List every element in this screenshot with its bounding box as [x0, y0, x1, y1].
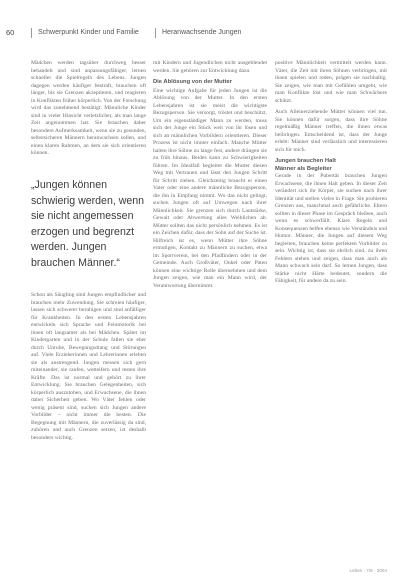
page-footer: Leben · 7/8 · 2004 — [349, 568, 387, 573]
section-title: Schwerpunkt Kinder und Familie — [38, 29, 139, 36]
column-1-intro — [31, 60, 146, 165]
header-divider — [155, 28, 156, 38]
section-heading: Die Ablösung von der Mutter — [153, 79, 233, 85]
body-paragraph: Auch Alleinerziehende Mütter können viel tun. Sie können dafür sorgen, dass ihre Söhne regelmäßig Männer treffen, die ihnen etwas beibringen. Entscheidend ist, dass der Junge erlebt: Männer sind verlässlich und interessieren sich für mich. — [275, 109, 387, 153]
column-2 — [153, 60, 267, 565]
pull-quote: „Jungen können schwierig werden, wenn sie nicht angemessen erzogen und begrenzt werden. Jungen brauchen Männer.“ — [31, 179, 145, 269]
body-paragraph: mit Kindern und Jugendlichen nicht ausgeblendet werden. Sie gehören zur Entwicklung dazu. — [153, 60, 267, 74]
body-paragraph: positive Männlichkeit vermittelt werden kann. Väter, die Zeit mit ihren Söhnen verbringen, mit ihnen spielen und reden, prägen sie nachhaltig. Sie zeigen, wie man mit Gefühlen umgeht, wie man Konflikte löst und wie man Schwächere schützt. — [275, 60, 387, 104]
page-number: 60 — [6, 28, 15, 37]
body-paragraph: Schon als Säugling sind Jungen empfindlicher und brauchen mehr Zuwendung. Sie schreien häufiger, lassen sich schwerer beruhigen und sind anfälliger für Krankheiten. In den ersten Lebensjahren entwickeln sich Sprache und Feinmotorik bei ihnen oft langsamer als bei Mädchen. Später im Kindergarten und in der Schule fallen sie eher durch Unruhe, Bewegungsdrang und Störungen auf. Viele Erzieherinnen und Lehrerinnen erleben sie als anstrengend. Jungen messen sich gern miteinander, sie raufen, wetteifern und testen ihre Kräfte. Das ist normal und gehört zu ihrer Entwicklung. Sie brauchen Gelegenheiten, sich körperlich auszutoben, und Erwachsene, die ihnen dabei Sicherheit geben. Wo Väter fehlen oder wenig präsent sind, suchen sich Jungen andere Vorbilder – nicht immer die besten. Die Begegnung mit Männern, die zuverlässig da sind, zuhören und auch Grenzen setzen, ist deshalb besonders wichtig. — [31, 292, 146, 441]
column-3 — [275, 60, 387, 565]
section-heading: Jungen brauchen Halt — [275, 158, 336, 164]
section-heading: Männer als Begleiter — [275, 165, 332, 172]
body-paragraph: Eine wichtige Aufgabe für jeden Jungen ist die Ablösung von der Mutter. In den ersten Lebensjahren ist sie meist die wichtigste Bezugsperson. Sie versorgt, tröstet und beschützt. Um ein eigenständiger Mann zu werden, muss sich der Junge ein Stück weit von ihr lösen und sich an männlichen Vorbildern orientieren. Dieser Prozess ist nicht immer einfach. Manche Mütter halten ihre Söhne zu lange fest, andere drängen sie zu früh hinaus. Beides kann zu Schwierigkeiten führen. Im Idealfall begleitet die Mutter diesen Weg mit Vertrauen und lässt den Jungen Schritt für Schritt ziehen. Gleichzeitig braucht er einen Vater oder eine andere männliche Bezugsperson, die ihn in Empfang nimmt. Wo das nicht gelingt, suchen Jungen oft auf Umwegen nach ihrer Männlichkeit. Sie grenzen sich durch Lautstärke, Gewalt oder Abwertung alles Weiblichen ab. Mütter sollten das nicht persönlich nehmen. Es ist ein Zeichen dafür, dass der Sohn auf der Suche ist. Hilfreich ist es, wenn Mütter ihre Söhne ermutigen, Kontakt zu Männern zu suchen, etwa im Sportverein, bei den Pfadfindern oder in der Gemeinde. Auch Großväter, Onkel oder Paten können eine wichtige Rolle übernehmen und dem Jungen zeigen, wie man ein Mann wird, der Verantwortung übernimmt. — [153, 87, 267, 289]
body-paragraph: Gerade in der Pubertät brauchen Jungen Erwachsene, die ihnen Halt geben. In dieser Zeit verändert sich ihr Körper, sie suchen nach ihrer Identität und stellen vieles in Frage. Sie probieren Grenzen aus, manchmal auch gefährliche. Eltern sollten in dieser Phase im Gespräch bleiben, auch wenn es schwerfällt. Klare Regeln und Konsequenzen helfen ebenso wie Verständnis und Humor. Männer, die Jungen auf diesem Weg begleiten, brauchen keine perfekten Vorbilder zu sein. Wichtig ist, dass sie ehrlich sind, zu ihren Fehlern stehen und zeigen, dass man auch als Mann schwach sein darf. So lernen Jungen, dass Stärke nicht Härte bedeutet, sondern die Fähigkeit, für andere da zu sein. — [275, 173, 387, 284]
header-divider — [31, 28, 32, 38]
subsection-title: Heranwachsende Jungen — [162, 29, 242, 36]
intro-paragraph: Mädchen werden tagsüber durchweg besser behandelt und sind anpassungsfähiger, lernen schneller die Spielregeln des Lebens. Jungen dagegen werden häufiger bestraft, brauchen oft länger, bis sie Grenzen akzeptieren, und reagieren in Konflikten früher körperlich. Von der Forschung wird das zunehmend bestätigt. Männliche Kinder sind in vieler Hinsicht verletzlicher, als man lange Zeit angenommen hat. Sie brauchen daher besondere Aufmerksamkeit, wenn sie zu gesunden, selbstsicheren Männern heranwachsen sollen, und einen klaren Rahmen, an dem sie sich orientieren können. — [31, 60, 146, 156]
column-1-body — [31, 292, 146, 562]
page-header — [6, 27, 407, 39]
